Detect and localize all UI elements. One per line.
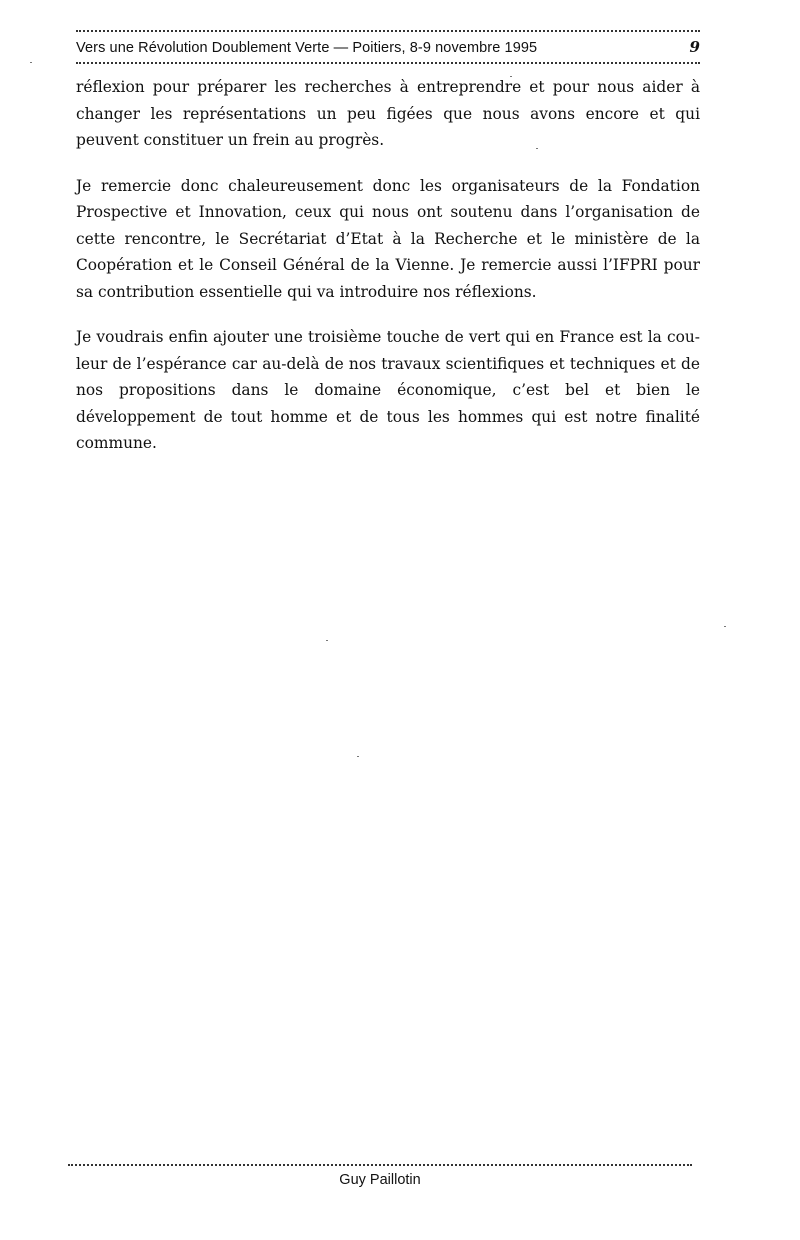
running-title: Vers une Révolution Doublement Verte — Poitiers, 8-9 novembre 1995 — [76, 40, 538, 56]
page-number: 9 — [689, 38, 700, 56]
scan-speck — [30, 62, 32, 63]
running-footer — [68, 1164, 692, 1188]
footer-author: Guy Paillotin — [339, 1172, 421, 1188]
running-header — [76, 30, 700, 64]
scan-speck — [326, 640, 328, 641]
scan-speck — [724, 626, 726, 627]
body-text — [76, 74, 700, 476]
paragraph: réflexion pour préparer les recherches à entreprendre et pour nous aider à changer les représentations un peu figées que nous avons encore et qui peuvent constituer un frein au progrès. — [76, 78, 700, 149]
scan-speck — [357, 756, 359, 757]
header-row — [76, 32, 700, 62]
paragraph: Je remercie donc chaleureusement donc les organisateurs de la Fondation Prospective et Innovation, ceux qui nous ont soutenu dans l’organisation de cette rencontre, le Secrétariat d’Etat à la Recherche et le ministère de la Coopération et le Conseil Général de la Vienne. Je remercie aussi l’IFPRI pour sa contribution essentielle qui va introduire nos réflexions. — [76, 176, 700, 301]
scan-speck — [510, 76, 512, 77]
header-bottom-dotted-rule — [76, 62, 700, 64]
paragraph: Je voudrais enfin ajouter une troisième touche de vert qui en France est la couleur de l’espérance car au-delà de nos travaux scientifiques et techniques et de nos propositions dans le domaine économique, c’est bel et bien le développement de tout homme et de tous les hommes qui est notre finalité commune. — [76, 328, 700, 452]
scan-speck — [536, 148, 538, 149]
